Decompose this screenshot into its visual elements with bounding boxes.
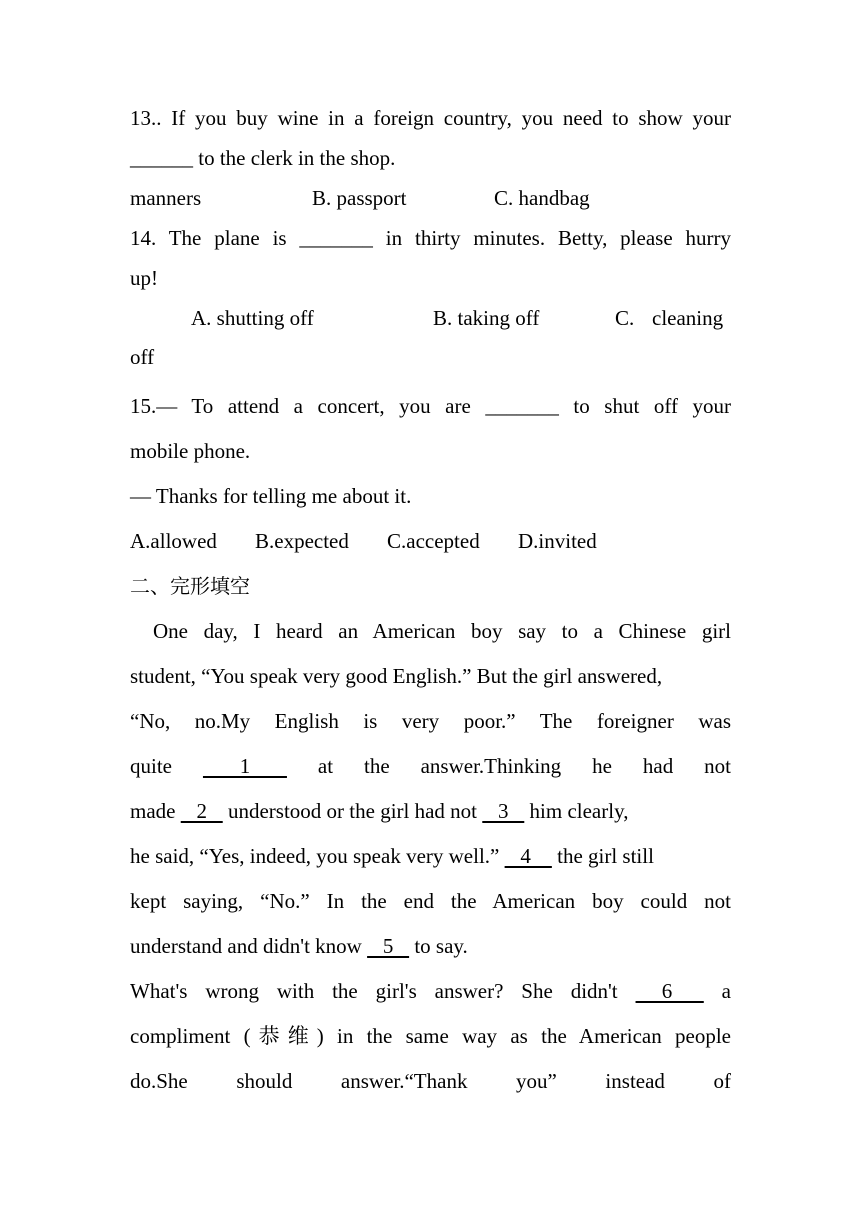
q14-option-b: B. taking off — [433, 306, 540, 330]
cloze-blank-2: 2 — [180, 799, 223, 823]
cloze-blank-4: 4 — [504, 844, 552, 868]
passage-line-5 — [130, 797, 731, 825]
passage-line-8 — [130, 932, 731, 960]
passage-text: the girl still — [551, 844, 654, 868]
q15-option-b: B.expected — [255, 529, 349, 553]
cloze-blank-6: 6 — [635, 979, 704, 1003]
q14-line2: up! — [130, 266, 158, 290]
q13-line2-text: to the clerk in the shop. — [193, 146, 396, 170]
passage-line-4 — [130, 752, 731, 780]
passage-line-7: kept saying, “No.” In the end the American boy could not — [130, 889, 731, 913]
passage-line-1: One day, I heard an American boy say to a Chinese girl — [153, 619, 731, 643]
cloze-blank-5: 5 — [367, 934, 410, 958]
q15-reply: — Thanks for telling me about it. — [130, 484, 412, 508]
passage-line-2: student, “You speak very good English.” But the girl answered, — [130, 664, 663, 688]
passage-line-6 — [130, 842, 731, 870]
passage-text: to say. — [409, 934, 468, 958]
cloze-blank-1: 1 — [202, 754, 287, 778]
q14-option-c-word: cleaning — [652, 306, 724, 330]
passage-line-11: do.She should answer.“Thank you” instead of — [130, 1069, 731, 1093]
q13-option-b: B. passport — [312, 186, 407, 210]
q13-line2 — [130, 144, 731, 172]
q15-option-d: D.invited — [518, 529, 597, 553]
q14-option-c-letter: C. — [615, 306, 635, 330]
q14-option-a: A. shutting off — [191, 306, 314, 330]
q15-option-a: A.allowed — [130, 529, 217, 553]
q14-line1: 14. The plane is _______ in thirty minutes. Betty, please hurry — [130, 226, 731, 250]
passage-line-3: “No, no.My English is very poor.” The foreigner was — [130, 709, 731, 733]
q13-line1: 13.. If you buy wine in a foreign country, you need to show your — [130, 106, 731, 130]
passage-text: quite — [130, 754, 172, 778]
q13-option-a: manners — [130, 186, 202, 210]
passage-text: a — [721, 979, 731, 1003]
cloze-blank-3: 3 — [482, 799, 525, 823]
passage-text: understood or the girl had not — [222, 799, 483, 823]
passage-line-9 — [130, 977, 731, 1005]
q14-option-c-wrap: off — [130, 345, 155, 369]
passage-text: made — [130, 799, 181, 823]
q13-option-c: C. handbag — [494, 186, 590, 210]
passage-text: him clearly, — [524, 799, 629, 823]
passage-text: he said, “Yes, indeed, you speak very well.” — [130, 844, 505, 868]
section-heading-cloze: 二、完形填空 — [130, 574, 250, 598]
q13-blank: ______ — [130, 146, 193, 170]
q15-line2: mobile phone. — [130, 439, 251, 463]
passage-text: at the answer.Thinking he had not — [317, 754, 731, 778]
q15-line1: 15.— To attend a concert, you are _______ to shut off your — [130, 394, 731, 418]
q15-option-c: C.accepted — [387, 529, 480, 553]
passage-line-10: compliment (恭维) in the same way as the American people — [130, 1024, 731, 1048]
passage-text: What's wrong with the girl's answer? She didn't — [130, 979, 636, 1003]
passage-text: understand and didn't know — [130, 934, 368, 958]
